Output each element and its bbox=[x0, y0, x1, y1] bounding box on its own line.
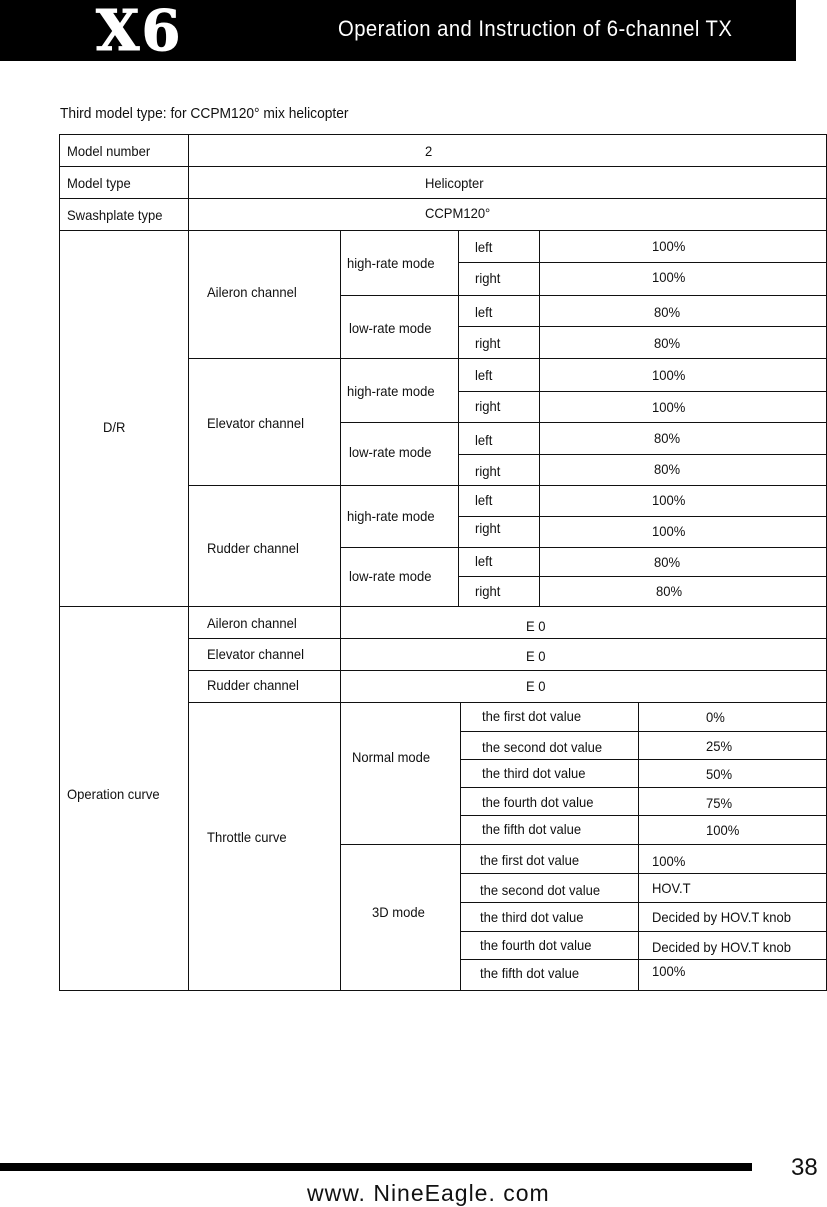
normal-dot-2-label: the second dot value bbox=[482, 739, 603, 755]
normal-dot-3-label: the third dot value bbox=[482, 765, 586, 781]
dr-elevator-channel: Elevator channel bbox=[207, 415, 304, 431]
section-heading: Third model type: for CCPM120° mix helicopter bbox=[60, 105, 349, 122]
model-number-value: 2 bbox=[425, 143, 433, 159]
dr-aileron-high-left-value: 100% bbox=[652, 238, 686, 254]
swashplate-type-value: CCPM120° bbox=[425, 205, 491, 221]
dr-elevator-high-left-value: 100% bbox=[652, 367, 686, 383]
dr-elevator-low-left-label: left bbox=[475, 432, 493, 448]
normal-dot-5-label: the fifth dot value bbox=[482, 821, 582, 837]
3d-dot-3-label: the third dot value bbox=[480, 909, 584, 925]
brand-logo: X6 bbox=[96, 0, 183, 64]
op-rudder-channel: Rudder channel bbox=[207, 677, 299, 693]
throttle-curve-label: Throttle curve bbox=[207, 829, 287, 845]
dr-elevator-low-right-value: 80% bbox=[654, 461, 681, 477]
normal-mode-label: Normal mode bbox=[352, 749, 431, 765]
model-number-label: Model number bbox=[67, 143, 151, 159]
dr-aileron-channel: Aileron channel bbox=[207, 284, 297, 300]
dr-aileron-high-left-label: left bbox=[475, 239, 493, 255]
normal-dot-3-value: 50% bbox=[706, 766, 733, 782]
normal-dot-4-value: 75% bbox=[706, 795, 733, 811]
3d-dot-5-value: 100% bbox=[652, 963, 686, 979]
3d-dot-3-value: Decided by HOV.T knob bbox=[652, 909, 791, 925]
dr-aileron-low-left-label: left bbox=[475, 304, 493, 320]
dr-aileron-low-right-value: 80% bbox=[654, 335, 681, 351]
dr-elevator-high-left-label: left bbox=[475, 367, 493, 383]
3d-dot-2-value: HOV.T bbox=[652, 880, 691, 896]
3d-mode-label: 3D mode bbox=[372, 904, 425, 920]
header-title: Operation and Instruction of 6-channel TX bbox=[338, 16, 733, 41]
swashplate-type-label: Swashplate type bbox=[67, 207, 163, 223]
model-type-value: Helicopter bbox=[425, 175, 484, 191]
dr-rudder-low-right-value: 80% bbox=[656, 583, 683, 599]
dr-rudder-low-left-value: 80% bbox=[654, 554, 681, 570]
3d-dot-1-label: the first dot value bbox=[480, 852, 580, 868]
dr-aileron-high-label: high-rate mode bbox=[347, 255, 435, 271]
normal-dot-4-label: the fourth dot value bbox=[482, 794, 594, 810]
normal-dot-1-value: 0% bbox=[706, 709, 725, 725]
op-rudder-value: E 0 bbox=[526, 678, 546, 694]
dr-label: D/R bbox=[103, 419, 126, 435]
dr-elevator-low-label: low-rate mode bbox=[349, 444, 432, 460]
dr-elevator-low-right-label: right bbox=[475, 463, 501, 479]
dr-rudder-high-label: high-rate mode bbox=[347, 508, 435, 524]
dr-elevator-low-left-value: 80% bbox=[654, 430, 681, 446]
dr-aileron-low-label: low-rate mode bbox=[349, 320, 432, 336]
dr-elevator-high-right-label: right bbox=[475, 398, 501, 414]
dr-elevator-high-label: high-rate mode bbox=[347, 383, 435, 399]
operation-curve-label: Operation curve bbox=[67, 786, 160, 802]
op-aileron-value: E 0 bbox=[526, 618, 546, 634]
model-type-label: Model type bbox=[67, 175, 131, 191]
3d-dot-4-label: the fourth dot value bbox=[480, 937, 592, 953]
page-number: 38 bbox=[791, 1154, 818, 1181]
dr-aileron-high-right-label: right bbox=[475, 270, 501, 286]
dr-rudder-high-right-value: 100% bbox=[652, 523, 686, 539]
dr-elevator-high-right-value: 100% bbox=[652, 399, 686, 415]
3d-dot-2-label: the second dot value bbox=[480, 882, 601, 898]
normal-dot-5-value: 100% bbox=[706, 822, 740, 838]
dr-rudder-low-label: low-rate mode bbox=[349, 568, 432, 584]
dr-rudder-low-right-label: right bbox=[475, 583, 501, 599]
3d-dot-4-value: Decided by HOV.T knob bbox=[652, 939, 791, 955]
dr-rudder-high-left-value: 100% bbox=[652, 492, 686, 508]
dr-aileron-low-right-label: right bbox=[475, 335, 501, 351]
dr-rudder-high-left-label: left bbox=[475, 492, 493, 508]
3d-dot-1-value: 100% bbox=[652, 853, 686, 869]
dr-rudder-high-right-label: right bbox=[475, 520, 501, 536]
op-elevator-channel: Elevator channel bbox=[207, 646, 304, 662]
op-aileron-channel: Aileron channel bbox=[207, 615, 297, 631]
normal-dot-2-value: 25% bbox=[706, 738, 733, 754]
op-elevator-value: E 0 bbox=[526, 648, 546, 664]
dr-rudder-low-left-label: left bbox=[475, 553, 493, 569]
dr-aileron-high-right-value: 100% bbox=[652, 269, 686, 285]
3d-dot-5-label: the fifth dot value bbox=[480, 965, 580, 981]
dr-aileron-low-left-value: 80% bbox=[654, 304, 681, 320]
dr-rudder-channel: Rudder channel bbox=[207, 540, 299, 556]
normal-dot-1-label: the first dot value bbox=[482, 708, 582, 724]
footer-rule bbox=[0, 1163, 752, 1171]
website[interactable]: www. NineEagle. com bbox=[307, 1180, 550, 1206]
